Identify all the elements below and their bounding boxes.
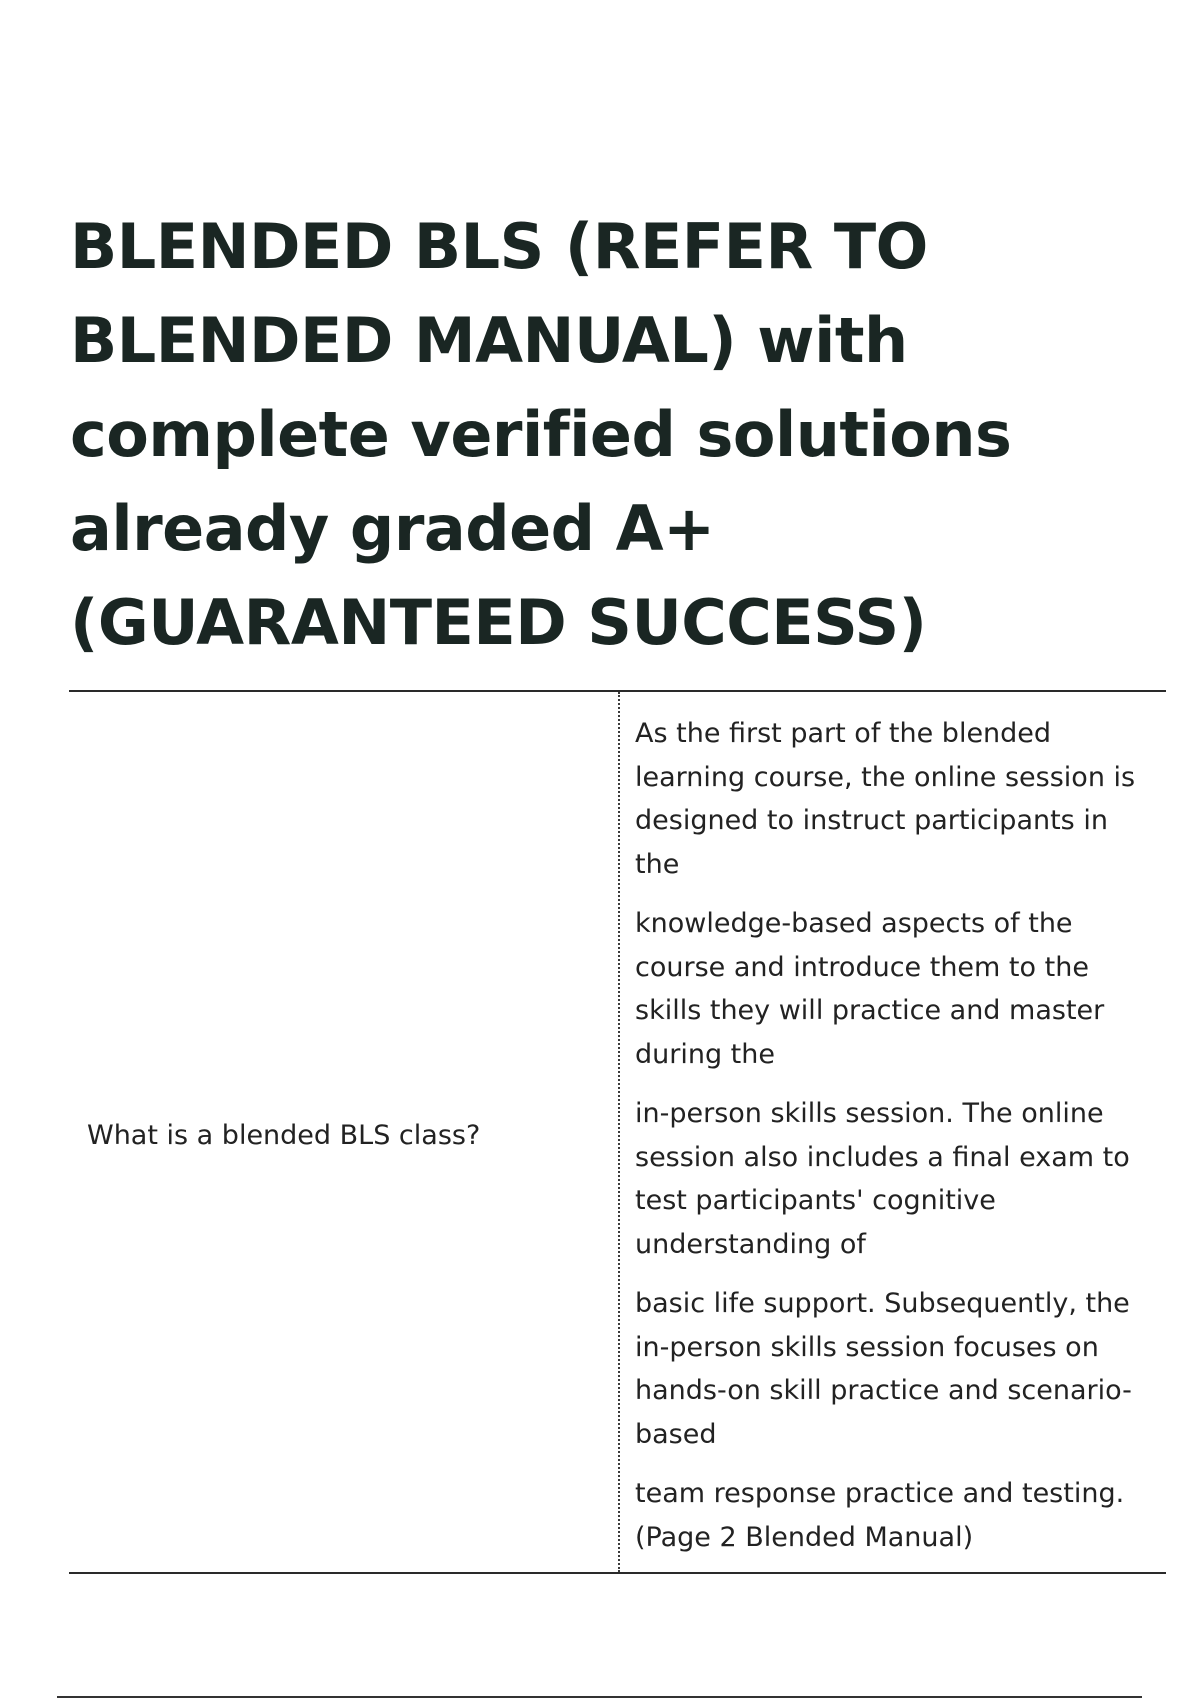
answer-line: team response practice and testing.	[635, 1478, 1125, 1509]
answer-paragraph	[635, 1472, 1155, 1559]
answer-line: knowledge-based aspects of the	[635, 908, 1073, 939]
answer-line: course and introduce them to the	[635, 951, 1089, 983]
qa-table	[69, 690, 1166, 1574]
question-cell: What is a blended BLS class?	[87, 1120, 481, 1151]
answer-line: during the	[635, 1038, 775, 1070]
page-title-line: complete verified solutions	[70, 398, 1012, 471]
page-title-line: (GUARANTEED SUCCESS)	[70, 586, 927, 659]
page-title-line: BLENDED BLS (REFER TO	[70, 210, 928, 283]
answer-line: based	[635, 1418, 717, 1450]
answer-line: understanding of	[635, 1228, 866, 1260]
answer-line: the	[635, 848, 680, 880]
page-title-line: already graded A+	[70, 492, 715, 565]
answer-line: in-person skills session. The online	[635, 1098, 1104, 1129]
answer-line: learning course, the online session is	[635, 761, 1136, 793]
answer-paragraph	[635, 712, 1155, 886]
answer-line: skills they will practice and master	[635, 995, 1105, 1026]
answer-line: basic life support. Subsequently, the	[635, 1288, 1130, 1319]
footer-rule	[57, 1696, 1142, 1698]
answer-line: designed to instruct participants in	[635, 805, 1108, 836]
answer-line: in-person skills session focuses on	[635, 1331, 1099, 1363]
answer-paragraph	[635, 1282, 1155, 1456]
page-title	[70, 200, 1160, 670]
answer-line: session also includes a final exam to	[635, 1141, 1130, 1173]
answer-cell	[635, 712, 1155, 1575]
answer-line: As the first part of the blended	[635, 718, 1052, 749]
page-title-line: BLENDED MANUAL) with	[70, 304, 908, 377]
answer-line: hands-on skill practice and scenario-	[635, 1375, 1132, 1406]
column-divider	[618, 692, 620, 1572]
answer-paragraph	[635, 1092, 1155, 1266]
answer-line: test participants' cognitive	[635, 1185, 996, 1216]
answer-line: (Page 2 Blended Manual)	[635, 1521, 974, 1553]
answer-paragraph	[635, 902, 1155, 1076]
